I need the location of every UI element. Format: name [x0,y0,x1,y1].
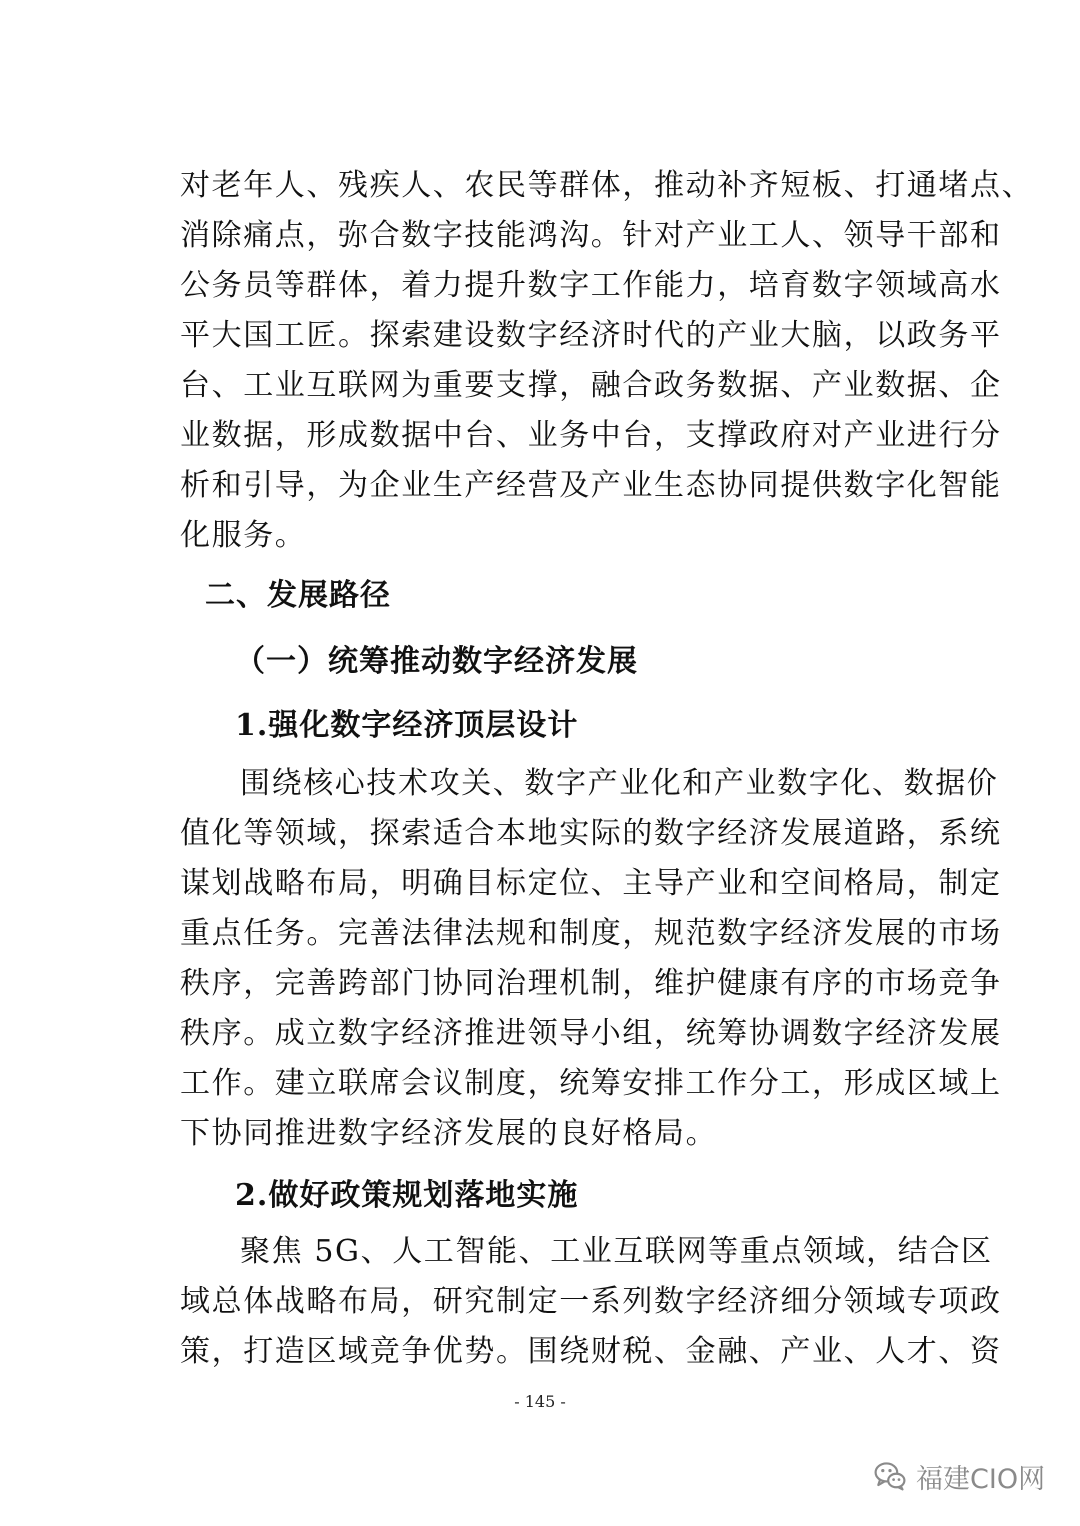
paragraph-line: 围绕核心技术攻关、数字产业化和产业数字化、数据价 [240,766,999,801]
paragraph-line: 聚焦 5G、人工智能、工业互联网等重点领域，结合区 [240,1234,993,1269]
paragraph-line: 消除痛点，弥合数字技能鸿沟。针对产业工人、领导干部和 [180,218,1002,253]
watermark [872,1456,1045,1496]
paragraph-line: 平大国工匠。探索建设数字经济时代的产业大脑，以政务平 [180,318,1002,353]
paragraph-line: 域总体战略布局，研究制定一系列数字经济细分领域专项政 [180,1284,1002,1319]
paragraph-line: 策，打造区域竞争优势。围绕财税、金融、产业、人才、资 [180,1334,1002,1369]
item-heading-1: 1.强化数字经济顶层设计 [235,708,579,743]
paragraph-line: 公务员等群体，着力提升数字工作能力，培育数字领域高水 [180,268,1002,303]
paragraph-line: 台、工业互联网为重要支撑，融合政务数据、产业数据、企 [180,368,1002,403]
paragraph-line: 下协同推进数字经济发展的良好格局。 [180,1116,718,1151]
paragraph-line: 秩序。成立数字经济推进领导小组，统筹协调数字经济发展 [180,1016,1002,1051]
paragraph-line: 重点任务。完善法律法规和制度，规范数字经济发展的市场 [180,916,1002,951]
page-number: - 145 - [514,1392,566,1411]
paragraph-line: 化服务。 [180,518,307,553]
item-heading-2: 2.做好政策规划落地实施 [235,1178,579,1213]
wechat-icon [872,1458,908,1494]
paragraph-line: 谋划战略布局，明确目标定位、主导产业和空间格局，制定 [180,866,1002,901]
paragraph-line: 析和引导，为企业生产经营及产业生态协同提供数字化智能 [180,468,1002,503]
paragraph-line: 业数据，形成数据中台、业务中台，支撑政府对产业进行分 [180,418,1002,453]
paragraph-line: 对老年人、残疾人、农民等群体，推动补齐短板、打通堵点、 [180,168,1034,203]
subsection-heading: （一）统筹推动数字经济发展 [235,644,638,679]
paragraph-line: 值化等领域，探索适合本地实际的数字经济发展道路，系统 [180,816,1002,851]
paragraph-line: 秩序，完善跨部门协同治理机制，维护健康有序的市场竞争 [180,966,1002,1001]
paragraph-line: 工作。建立联席会议制度，统筹安排工作分工，形成区域上 [180,1066,1002,1101]
section-heading: 二、发展路径 [205,578,391,613]
watermark-text: 福建CIO网 [916,1463,1046,1495]
